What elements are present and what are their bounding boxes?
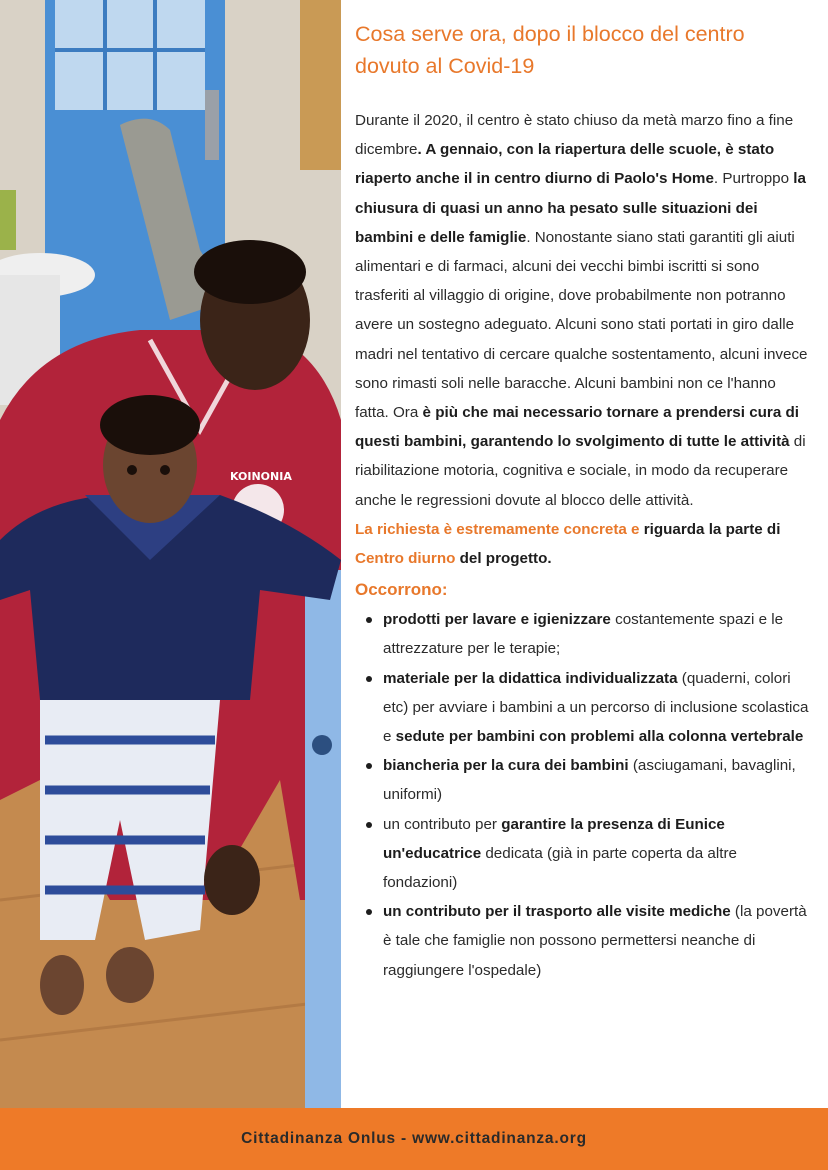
request-text-2: del progetto.: [455, 550, 552, 568]
koinonia-logo-text: KOINONIA: [230, 470, 292, 483]
paragraph-bold-1: . A gennaio, con la riapertura delle scuole, è stato riaperto anche il in centro diurno di Paolo's Home: [355, 141, 775, 188]
page-title: Cosa serve ora, dopo il blocco del centro dovuto al Covid-19: [355, 22, 745, 78]
paragraph-text-3: . Nonostante siano stati garantiti gli aiuti alimentari e di farmaci, alcuni dei vecchi bimbi iscritti si sono trasferiti al villaggio di origine, dove probabilmente non potranno avere un sostegno adeguato. Alcuni sono stati portati in giro dalle madri nel tentativo di cercare qualche sostentamento, alcuni invece sono rimasti soli nelle baracche. Alcuni bambini non ce l'hanno fatta. Ora: [355, 228, 808, 422]
needs-item: [383, 664, 810, 752]
needs-item: [383, 605, 810, 663]
needs-item-bold: un contributo per il trasporto alle visite mediche: [383, 903, 731, 921]
needs-item-text: (asciugamani, bavaglini, uniformi): [383, 757, 796, 804]
paragraph-text-4: di riabilitazione motoria, cognitiva e sociale, in modo da recuperare anche le regressioni dovute al blocco delle attività.: [355, 433, 806, 509]
needs-item: [383, 751, 810, 809]
request-orange-1: La richiesta è estremamente concreta e: [355, 520, 640, 538]
request-text-1: riguarda la parte di: [639, 520, 781, 538]
content-column: [355, 18, 810, 985]
needs-item-bold: materiale per la didattica individualizzata: [383, 669, 678, 687]
footer-text: Cittadinanza Onlus - www.cittadinanza.org: [241, 1130, 587, 1147]
needs-item-bold: prodotti per lavare e igienizzare: [383, 611, 611, 629]
body-paragraph: [355, 106, 810, 515]
paragraph-bold-3: è più che mai necessario tornare a prendersi cura di questi bambini, garantendo lo svolgimento di tutte le attività: [355, 404, 799, 451]
needs-item-text: dedicata (già in parte coperta da altre fondazioni): [383, 844, 737, 892]
needs-item: [383, 897, 810, 985]
needs-item-text: (quaderni, colori etc) per avviare i bambini a un percorso di inclusione scolastica e: [383, 669, 809, 746]
paragraph-bold-2: la chiusura di quasi un anno ha pesato sulle situazioni dei bambini e delle famiglie: [355, 170, 806, 246]
paragraph-text-2: . Purtroppo: [713, 170, 794, 188]
paragraph-text-1: Durante il 2020, il centro è stato chiuso da metà marzo fino a fine dicembre: [355, 112, 794, 159]
needs-item-bold: garantire la presenza di Eunice un'educatrice: [383, 815, 725, 862]
needs-item-text: (la povertà è tale che famiglie non possono permettersi neanche di raggiungere l'ospedale): [383, 903, 807, 979]
needs-heading: Occorrono:: [355, 580, 448, 600]
request-orange-2: Centro diurno: [355, 550, 456, 568]
needs-item: [383, 810, 810, 898]
needs-item-pre: un contributo per: [383, 815, 502, 833]
needs-list: [355, 605, 810, 985]
photo-child-and-caregiver: [0, 0, 341, 1108]
request-paragraph: [355, 515, 810, 573]
needs-item-bold: biancheria per la cura dei bambini: [383, 757, 629, 775]
needs-item-bold-2: sedute per bambini con problemi alla colonna vertebrale: [395, 728, 804, 746]
needs-item-text: costantemente spazi e le attrezzature per le terapie;: [383, 611, 784, 658]
footer-bar: [0, 1108, 828, 1170]
